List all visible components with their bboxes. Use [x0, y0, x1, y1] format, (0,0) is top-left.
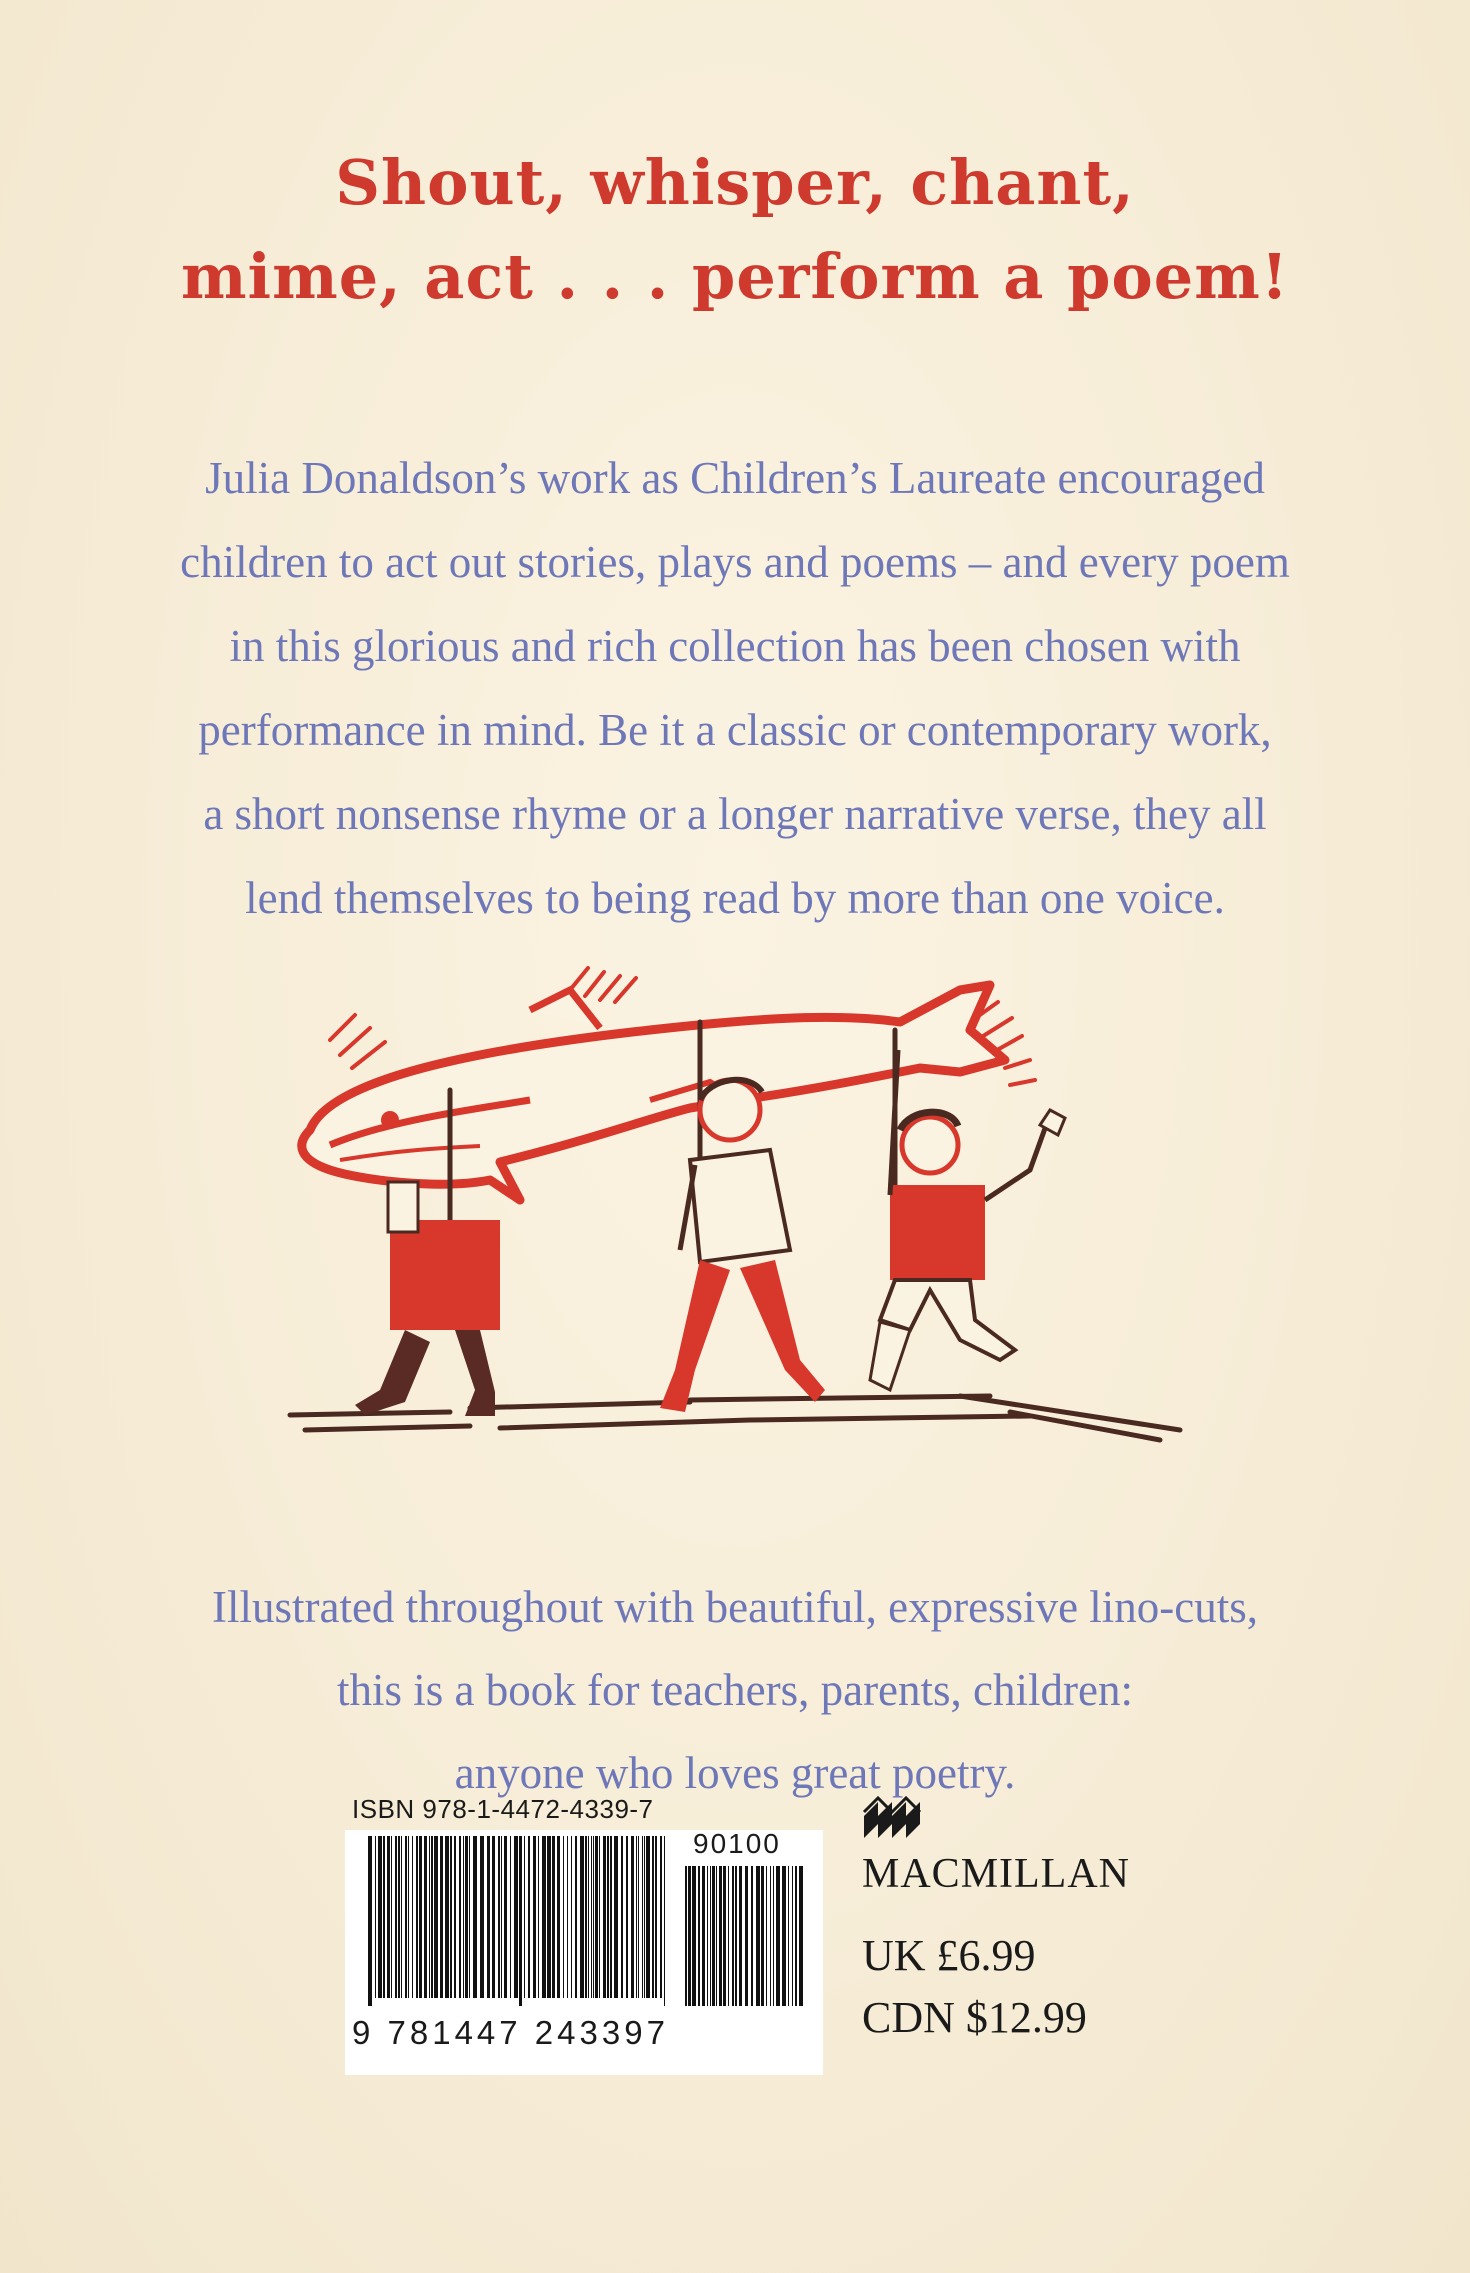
- barcode-bar: [429, 1836, 430, 1998]
- barcode-bar: [434, 1836, 438, 1998]
- barcode-bar: [501, 1836, 502, 1998]
- barcode-bar: [642, 1836, 643, 1998]
- barcode-bar: [707, 1866, 708, 2006]
- ground-lines: [290, 1396, 1180, 1440]
- publisher-name: MACMILLAN: [862, 1851, 1130, 1897]
- barcode-bar: [519, 1836, 522, 2006]
- barcode-bar: [498, 1836, 500, 1998]
- barcode-bar: [375, 1836, 376, 1998]
- price-cdn: CDN $12.99: [862, 1993, 1087, 2042]
- barcode-bar: [698, 1866, 700, 2006]
- child-figure-3: [870, 1050, 1065, 1390]
- barcode-bar: [702, 1866, 705, 2006]
- barcode-bar: [480, 1836, 484, 1998]
- barcode-bar: [563, 1836, 564, 1998]
- barcode-bar: [766, 1866, 767, 2006]
- barcode-bar: [646, 1836, 650, 1998]
- headline-line-1: Shout, whisper, chant,: [335, 146, 1135, 219]
- child-figure-2: [660, 1080, 825, 1412]
- barcode-bar: [473, 1836, 477, 1998]
- barcode-bar: [745, 1866, 748, 2006]
- barcode-bar: [723, 1866, 726, 2006]
- barcode-bar: [614, 1836, 618, 1998]
- barcode-bar: [567, 1836, 568, 1998]
- barcode-bar: [788, 1866, 789, 2006]
- description-line: performance in mind. Be it a classic or contemporary work,: [198, 705, 1272, 755]
- barcode-bar: [593, 1836, 594, 1998]
- barcode-bar: [533, 1836, 536, 1998]
- barcode-digits: 9 781447 243397: [352, 2014, 669, 2051]
- barcode-bar: [712, 1866, 715, 2006]
- barcode-bar: [728, 1866, 729, 2006]
- fish-puppet: [302, 985, 1005, 1200]
- barcode-bar: [756, 1866, 760, 2006]
- barcode-bar: [770, 1866, 771, 2006]
- tagline-line: this is a book for teachers, parents, children:: [336, 1665, 1133, 1715]
- barcode-bar: [412, 1836, 413, 1998]
- barcode-bar: [761, 1866, 764, 2006]
- barcode-bar: [644, 1836, 645, 1998]
- barcode-bar: [631, 1836, 634, 1998]
- barcode-bar: [524, 1836, 525, 1998]
- isbn-label: ISBN 978-1-4472-4339-7: [352, 1794, 654, 1824]
- barcode-bar: [542, 1836, 546, 1998]
- barcode-bar: [387, 1836, 390, 1998]
- barcode-bar: [710, 1866, 711, 2006]
- barcode-bar: [416, 1836, 418, 1998]
- barcode-bar: [719, 1866, 722, 2006]
- description-line: a short nonsense rhyme or a longer narrative verse, they all: [203, 789, 1267, 839]
- barcode-bar: [692, 1866, 696, 2006]
- barcode-bar: [580, 1836, 584, 1998]
- barcode-bar: [440, 1836, 443, 1998]
- barcode-bar: [450, 1836, 452, 1998]
- barcode-bar: [773, 1866, 774, 2006]
- barcode-bar: [575, 1836, 577, 1998]
- barcode-bar: [431, 1836, 433, 1998]
- barcode-bar: [405, 1836, 407, 1998]
- barcode-bar: [739, 1866, 742, 2006]
- barcode-bar: [685, 1866, 687, 2006]
- macmillan-logo-icon: [862, 1792, 922, 1840]
- barcode-bar: [383, 1836, 385, 1998]
- barcode-bar: [514, 1836, 518, 1998]
- barcode-bar: [591, 1836, 592, 1998]
- barcode-bar: [557, 1836, 560, 1998]
- description-line: in this glorious and rich collection has been chosen with: [229, 621, 1241, 671]
- barcode-bar: [504, 1836, 507, 1998]
- barcode-bar: [664, 1836, 665, 2006]
- barcode-bar: [585, 1836, 587, 1998]
- barcode-bar: [660, 1836, 662, 1998]
- barcode-bar: [571, 1836, 572, 1998]
- description-line: children to act out stories, plays and poems – and every poem: [180, 537, 1290, 587]
- barcode-bar: [799, 1866, 803, 2006]
- barcode-bar: [378, 1836, 382, 1998]
- barcode-bar: [588, 1836, 589, 1998]
- barcode-bar: [391, 1836, 392, 1998]
- barcode-bar: [626, 1836, 628, 1998]
- tagline-line: Illustrated throughout with beautiful, expressive lino-cuts,: [211, 1582, 1259, 1632]
- barcode-bar: [408, 1836, 409, 1998]
- barcode-bar: [510, 1836, 511, 1998]
- barcode-bar: [419, 1836, 422, 1998]
- barcode-bar: [636, 1836, 637, 1998]
- price-uk: UK £6.99: [862, 1931, 1036, 1980]
- barcode-bar: [492, 1836, 495, 1998]
- barcode-addon-number: 90100: [693, 1828, 781, 1859]
- barcode-bar: [454, 1836, 456, 1998]
- barcode-bar: [716, 1866, 717, 2006]
- tagline-line: anyone who loves great poetry.: [454, 1748, 1016, 1798]
- barcode-bar: [603, 1836, 606, 1998]
- barcode-bar: [469, 1836, 470, 1998]
- barcode-bar: [607, 1836, 609, 1998]
- barcode-addon-bars: [685, 1866, 803, 2006]
- barcode-bar: [487, 1836, 490, 1998]
- barcode-bar: [445, 1836, 449, 1998]
- barcode-bar: [751, 1866, 753, 2006]
- barcode-bar: [398, 1836, 400, 1998]
- barcode-bar: [655, 1836, 657, 1998]
- description-line: Julia Donaldson’s work as Children’s Laureate encouraged: [205, 453, 1265, 503]
- barcode-bar: [652, 1836, 654, 1998]
- barcode-bar: [638, 1836, 639, 1998]
- barcode-bar: [459, 1836, 461, 1998]
- barcode-bar: [538, 1836, 539, 1998]
- barcode-bar: [792, 1866, 793, 2006]
- barcode-bar: [368, 1836, 372, 2006]
- barcode-bar: [621, 1836, 623, 1998]
- barcode-bar: [795, 1866, 797, 2006]
- description-line: lend themselves to being read by more than one voice.: [245, 873, 1225, 923]
- barcode-bar: [732, 1866, 734, 2006]
- barcode-bar: [528, 1836, 530, 1998]
- barcode-bar: [395, 1836, 397, 1998]
- headline-line-2: mime, act . . . perform a poem!: [180, 240, 1290, 313]
- barcode-bar: [610, 1836, 612, 1998]
- barcode-bar: [552, 1836, 555, 1998]
- barcode-bar: [424, 1836, 427, 1998]
- lino-cut-fish-parade-illustration: [270, 950, 1210, 1480]
- barcode-bar: [547, 1836, 551, 1998]
- barcode-bar: [465, 1836, 468, 1998]
- barcode-bar: [463, 1836, 464, 1998]
- barcode-bar: [688, 1866, 691, 2006]
- barcode-main-bars: [368, 1836, 668, 2006]
- child-figure-1: [355, 1182, 500, 1416]
- barcode-bar: [595, 1836, 598, 1998]
- barcode-bar: [599, 1836, 600, 1998]
- barcode-bar: [776, 1866, 780, 2006]
- barcode-bar: [401, 1836, 402, 1998]
- barcode-bar: [782, 1866, 786, 2006]
- barcode-bar: [735, 1866, 737, 2006]
